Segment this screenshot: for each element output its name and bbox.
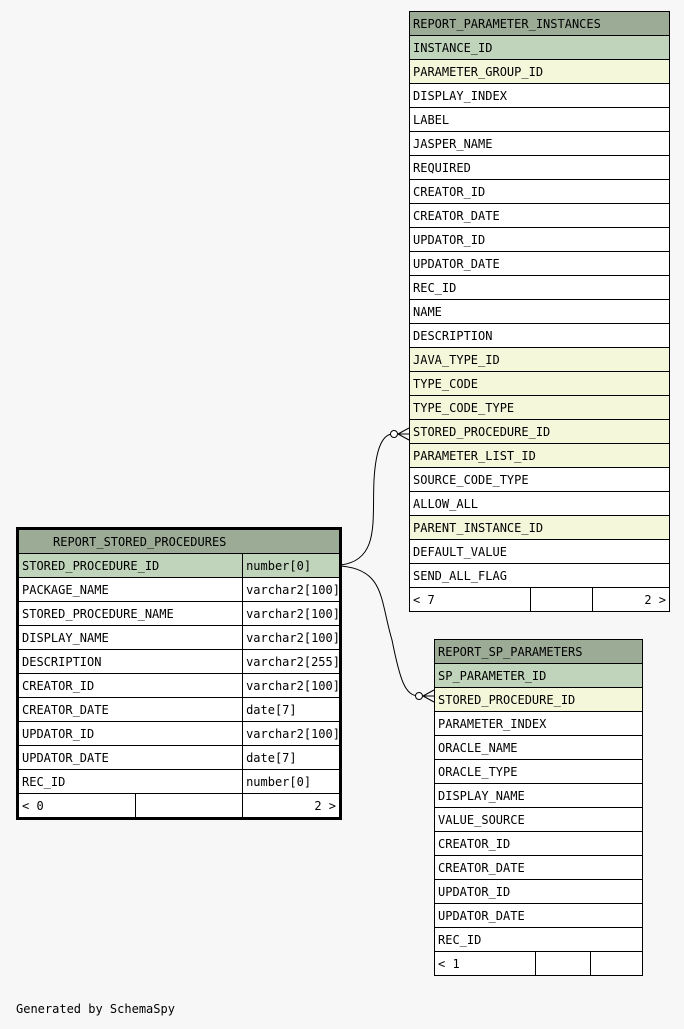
column-name[interactable]: UPDATOR_DATE xyxy=(18,746,243,770)
column-name[interactable]: REC_ID xyxy=(435,928,643,952)
table-footer xyxy=(18,794,341,819)
column-row[interactable] xyxy=(18,770,341,794)
column-row[interactable] xyxy=(18,722,341,746)
column-row[interactable] xyxy=(435,736,643,760)
column-name[interactable]: DESCRIPTION xyxy=(18,650,243,674)
column-row[interactable] xyxy=(410,564,670,588)
column-row[interactable] xyxy=(18,626,341,650)
column-name[interactable]: UPDATOR_ID xyxy=(435,880,643,904)
footer-left: < 1 xyxy=(435,952,536,976)
column-row[interactable] xyxy=(410,276,670,300)
column-row[interactable] xyxy=(18,650,341,674)
column-row[interactable] xyxy=(410,156,670,180)
column-name[interactable]: CREATOR_DATE xyxy=(410,204,670,228)
column-name[interactable]: CREATOR_DATE xyxy=(435,856,643,880)
column-type: date[7] xyxy=(243,746,341,770)
column-row[interactable] xyxy=(435,928,643,952)
column-row[interactable] xyxy=(435,856,643,880)
column-row[interactable] xyxy=(18,746,341,770)
table-report-parameter-instances[interactable] xyxy=(409,11,670,612)
column-name[interactable]: UPDATOR_DATE xyxy=(410,252,670,276)
column-row[interactable] xyxy=(435,688,643,712)
column-name[interactable]: DEFAULT_VALUE xyxy=(410,540,670,564)
column-name[interactable]: CREATOR_ID xyxy=(435,832,643,856)
footer-mid xyxy=(531,588,593,612)
column-row[interactable] xyxy=(435,784,643,808)
table-title[interactable]: REPORT_PARAMETER_INSTANCES xyxy=(410,12,670,36)
column-name[interactable]: TYPE_CODE_TYPE xyxy=(410,396,670,420)
column-name[interactable]: SOURCE_CODE_TYPE xyxy=(410,468,670,492)
column-name[interactable]: CREATOR_DATE xyxy=(18,698,243,722)
column-name[interactable]: DISPLAY_NAME xyxy=(18,626,243,650)
table-footer xyxy=(410,588,670,612)
column-name[interactable]: VALUE_SOURCE xyxy=(435,808,643,832)
column-row[interactable] xyxy=(410,84,670,108)
column-row[interactable] xyxy=(435,712,643,736)
column-row[interactable] xyxy=(410,300,670,324)
column-type: varchar2[100] xyxy=(243,578,341,602)
column-type: varchar2[100] xyxy=(243,674,341,698)
column-name[interactable]: LABEL xyxy=(410,108,670,132)
column-name[interactable]: NAME xyxy=(410,300,670,324)
column-row[interactable] xyxy=(410,372,670,396)
column-name[interactable]: ALLOW_ALL xyxy=(410,492,670,516)
column-name[interactable]: REQUIRED xyxy=(410,156,670,180)
column-row[interactable] xyxy=(410,228,670,252)
footer-right: 2 > xyxy=(593,588,670,612)
column-row[interactable] xyxy=(410,132,670,156)
footer-mid xyxy=(136,794,243,819)
column-name[interactable]: SEND_ALL_FLAG xyxy=(410,564,670,588)
column-name[interactable]: PARAMETER_LIST_ID xyxy=(410,444,670,468)
footer-mid xyxy=(536,952,590,976)
column-name[interactable]: INSTANCE_ID xyxy=(410,36,670,60)
footer-right: 2 > xyxy=(243,794,341,819)
column-type: varchar2[255] xyxy=(243,650,341,674)
column-row[interactable] xyxy=(410,252,670,276)
column-row[interactable] xyxy=(410,36,670,60)
column-name[interactable]: REC_ID xyxy=(410,276,670,300)
edge-rsp-to-spp-optional-marker xyxy=(416,693,423,700)
column-name[interactable]: STORED_PROCEDURE_ID xyxy=(410,420,670,444)
table-footer xyxy=(435,952,643,976)
column-row[interactable] xyxy=(410,180,670,204)
column-row[interactable] xyxy=(435,880,643,904)
column-type: date[7] xyxy=(243,698,341,722)
column-name[interactable]: PARENT_INSTANCE_ID xyxy=(410,516,670,540)
column-name[interactable]: STORED_PROCEDURE_ID xyxy=(18,554,243,578)
column-name[interactable]: REC_ID xyxy=(18,770,243,794)
column-name[interactable]: JAVA_TYPE_ID xyxy=(410,348,670,372)
edge-rsp-to-spp-crowfoot xyxy=(423,690,434,702)
column-name[interactable]: UPDATOR_ID xyxy=(410,228,670,252)
column-row[interactable] xyxy=(18,674,341,698)
column-type: number[0] xyxy=(243,770,341,794)
column-row[interactable] xyxy=(410,108,670,132)
column-name[interactable]: CREATOR_ID xyxy=(18,674,243,698)
column-row[interactable] xyxy=(18,554,341,578)
column-name[interactable]: STORED_PROCEDURE_NAME xyxy=(18,602,243,626)
column-row[interactable] xyxy=(410,468,670,492)
table-report-sp-parameters[interactable] xyxy=(434,639,643,976)
column-row[interactable] xyxy=(410,348,670,372)
edge-rsp-to-spp xyxy=(341,566,419,696)
edge-rsp-to-rpi-optional-marker xyxy=(391,431,398,438)
column-name[interactable]: PACKAGE_NAME xyxy=(18,578,243,602)
column-row[interactable] xyxy=(435,808,643,832)
column-name[interactable]: ORACLE_TYPE xyxy=(435,760,643,784)
column-row[interactable] xyxy=(410,60,670,84)
column-name[interactable]: DISPLAY_NAME xyxy=(435,784,643,808)
table-report-stored-procedures[interactable] xyxy=(16,527,342,820)
column-row[interactable] xyxy=(18,602,341,626)
edge-rsp-to-rpi xyxy=(341,434,394,565)
column-name[interactable]: DESCRIPTION xyxy=(410,324,670,348)
column-row[interactable] xyxy=(410,324,670,348)
column-row[interactable] xyxy=(410,204,670,228)
footer-left: < 7 xyxy=(410,588,531,612)
table-title[interactable]: REPORT_SP_PARAMETERS xyxy=(435,640,643,664)
column-name[interactable]: ORACLE_NAME xyxy=(435,736,643,760)
column-row[interactable] xyxy=(18,578,341,602)
column-name[interactable]: STORED_PROCEDURE_ID xyxy=(435,688,643,712)
column-name[interactable]: CREATOR_ID xyxy=(410,180,670,204)
column-row[interactable] xyxy=(435,760,643,784)
column-name[interactable]: PARAMETER_GROUP_ID xyxy=(410,60,670,84)
column-name[interactable]: TYPE_CODE xyxy=(410,372,670,396)
column-type: varchar2[100] xyxy=(243,602,341,626)
column-name[interactable]: SP_PARAMETER_ID xyxy=(435,664,643,688)
column-row[interactable] xyxy=(410,420,670,444)
column-row[interactable] xyxy=(410,444,670,468)
table-title[interactable]: REPORT_STORED_PROCEDURES xyxy=(18,529,341,554)
column-row[interactable] xyxy=(410,492,670,516)
generated-by-text: Generated by SchemaSpy xyxy=(16,1002,175,1016)
footer-left: < 0 xyxy=(18,794,136,819)
column-name[interactable]: PARAMETER_INDEX xyxy=(435,712,643,736)
column-row[interactable] xyxy=(18,698,341,722)
column-type: number[0] xyxy=(243,554,341,578)
edge-rsp-to-rpi-crowfoot xyxy=(398,428,409,440)
column-row[interactable] xyxy=(410,516,670,540)
column-row[interactable] xyxy=(410,540,670,564)
column-name[interactable]: JASPER_NAME xyxy=(410,132,670,156)
column-row[interactable] xyxy=(435,904,643,928)
column-row[interactable] xyxy=(435,832,643,856)
column-row[interactable] xyxy=(410,396,670,420)
column-type: varchar2[100] xyxy=(243,626,341,650)
column-type: varchar2[100] xyxy=(243,722,341,746)
footer-right xyxy=(590,952,642,976)
column-name[interactable]: DISPLAY_INDEX xyxy=(410,84,670,108)
column-name[interactable]: UPDATOR_ID xyxy=(18,722,243,746)
column-name[interactable]: UPDATOR_DATE xyxy=(435,904,643,928)
column-row[interactable] xyxy=(435,664,643,688)
